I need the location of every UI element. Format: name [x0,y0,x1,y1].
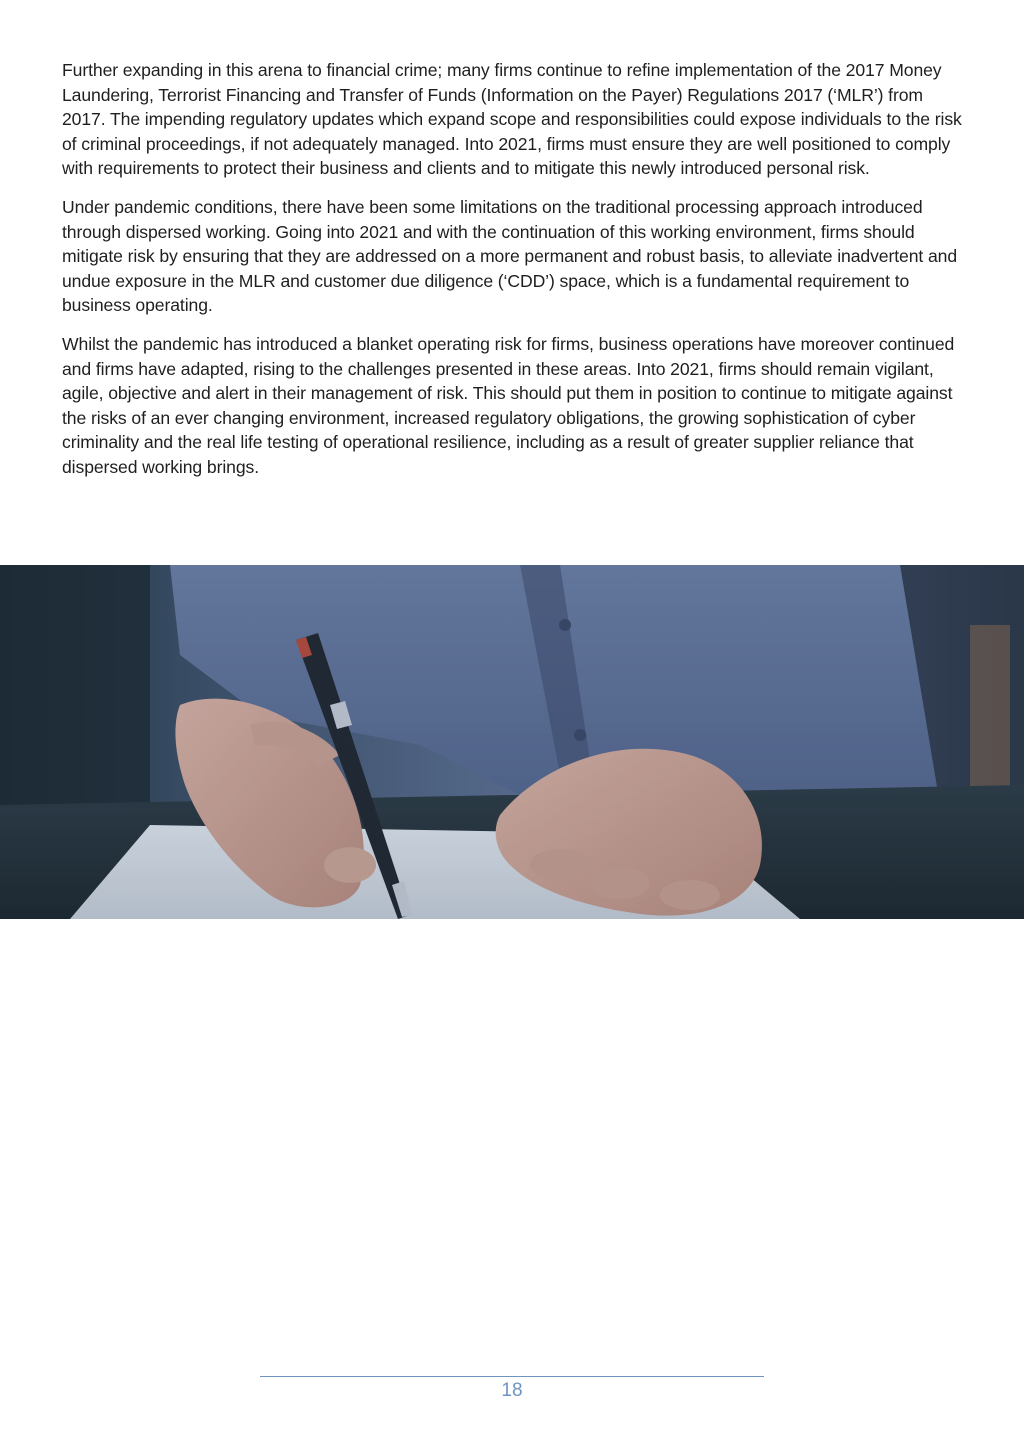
paragraph-financial-crime: Further expanding in this arena to financial crime; many firms continue to refine implementation of the 2017 Money Laundering, Terrorist Financing and Transfer of Funds (Information on the Payer) Regulations 2017 (‘MLR’) from 2017. The impending regulatory updates which expand scope and responsibilities could expose individuals to the risk of criminal proceedings, if not adequately managed. Into 2021, firms must ensure they are well positioned to comply with requirements to protect their business and clients and to mitigate this newly introduced personal risk. [62,60,962,179]
page-number: 18 [501,1380,523,1401]
paragraph-operating-risk: Whilst the pandemic has introduced a blanket operating risk for firms, business operations have moreover continued and firms have adapted, rising to the challenges presented in these areas. Into 2021, firms should remain vigilant, agile, objective and alert in their management of risk. This should put them in position to continue to mitigate against the risks of an ever changing environment, increased regulatory obligations, the growing sophistication of cyber criminality and the real life testing of operational resilience, including as a result of greater supplier reliance that dispersed working brings. [62,333,955,477]
paragraph-pandemic-conditions: Under pandemic conditions, there have been some limitations on the traditional processing approach introduced through dispersed working. Going into 2021 and with the continuation of this working environment, firms should mitigate risk by ensuring that they are addressed on a more permanent and robust basis, to alleviate inadvertent and undue exposure in the MLR and customer due diligence (‘CDD’) space, which is a fundamental requirement to business operating. [62,196,958,316]
document-body [62,58,962,494]
signing-illustration [0,565,1024,919]
footer-divider [260,1376,764,1377]
photo-person-signing-document [0,565,1024,919]
